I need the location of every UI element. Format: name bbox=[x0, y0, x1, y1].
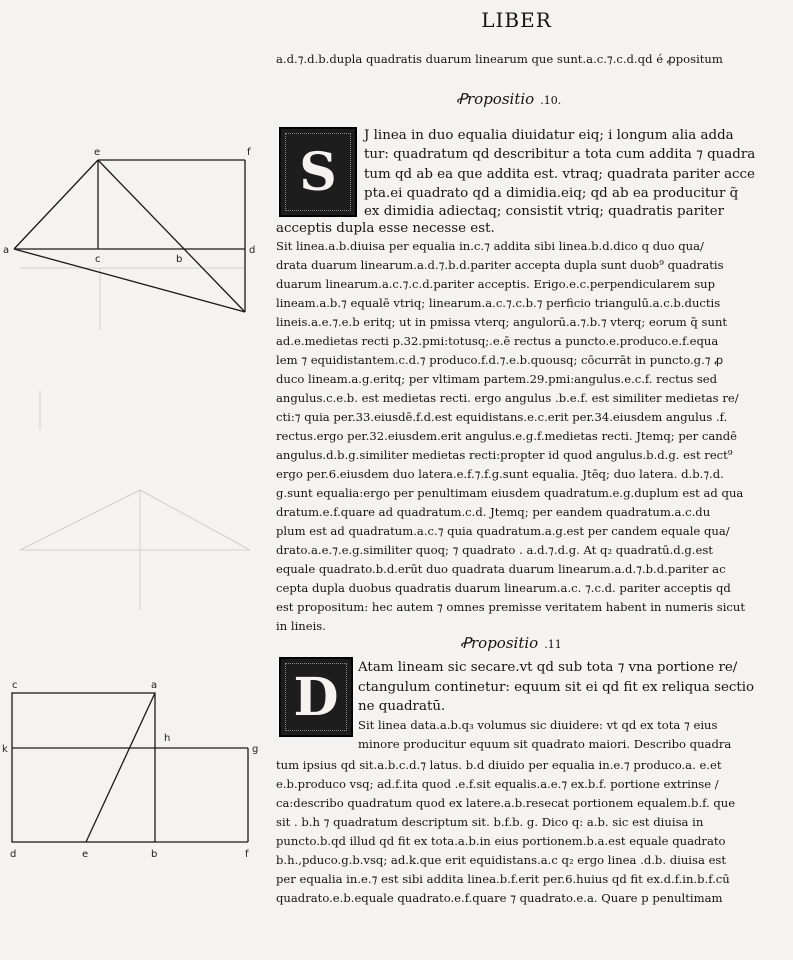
fig2-line-ea bbox=[86, 693, 155, 842]
prop10-line: drata duarum linearum.a.d.⁊.b.d.pariter accepta dupla sunt duob⁹ quadratis bbox=[276, 258, 724, 272]
fig1-label-e: e bbox=[94, 147, 101, 158]
fig2-label-e: e bbox=[82, 849, 89, 860]
fig1-line-ag bbox=[14, 249, 245, 312]
prop10-number: .10. bbox=[540, 94, 562, 107]
fig2-label-h: h bbox=[164, 733, 171, 744]
page-header: LIBER bbox=[481, 8, 552, 32]
prop11-line: tum ipsius qd sit.a.b.c.d.⁊ latus. b.d diuido per equalia in.e.⁊ produco.a. e.et bbox=[276, 758, 722, 772]
prop10-line: J linea in duo equalia diuidatur eiq; i longum alia adda bbox=[364, 128, 734, 143]
prop10-line: duarum linearum.a.c.⁊.c.d.pariter acceptis. Erigo.e.c.perpendicularem sup bbox=[276, 277, 716, 291]
prop11-line: e.b.produco vsq; ad.f.ita quod .e.f.sit equalis.a.e.⁊ ex.b.f. portione extrinse / bbox=[276, 777, 719, 791]
fig2-label-g: g bbox=[252, 744, 259, 755]
fig1-label-b: b bbox=[176, 254, 183, 265]
prop11-line: Sit linea data.a.b.q₃ volumus sic diuidere: vt qd ex tota ⁊ eius bbox=[358, 718, 718, 732]
prop10-line: dratum.e.f.quare ad quadratum.c.d. Jtemq; per eandem quadratum.a.c.du bbox=[276, 505, 711, 519]
prop10-line: pta.ei quadrato qd a dimidia.eiq; qd ab ea producitur q̃ bbox=[364, 186, 739, 201]
prop10-line: in lineis. bbox=[276, 619, 326, 633]
prop11-line: b.h.,pduco.g.b.vsq; ad.k.que erit equidistans.a.c q₂ ergo linea .d.b. diuisa est bbox=[276, 853, 727, 867]
fig2-label-c: c bbox=[12, 680, 18, 691]
prop10-line: acceptis dupla esse necesse est. bbox=[276, 221, 495, 236]
prop10-line: cti:⁊ quia per.33.eiusdē.f.d.est equidistans.e.c.erit per.34.eiusdem angulus .f. bbox=[276, 410, 728, 424]
prop10-line: ergo per.6.eiusdem duo latera.e.f.⁊.f.g.sunt equalia. Jtēq; duo latera. d.b.⁊.d. bbox=[276, 467, 724, 481]
prop11-line: quadrato.e.b.equale quadrato.e.f.quare ⁊ quadrato.e.a. Quare p penultimam bbox=[276, 891, 723, 905]
prop10-line: equale quadrato.b.d.erūt duo quadrata duarum linearum.a.d.⁊.b.d.pariter ac bbox=[276, 562, 726, 576]
prop11-number: .11 bbox=[544, 638, 562, 651]
prop11-title: Ꝓropositio bbox=[460, 634, 539, 652]
prop10-initial: S bbox=[279, 127, 357, 217]
fig1-label-d: d bbox=[249, 245, 256, 256]
fig2-label-b: b bbox=[151, 849, 158, 860]
prop10-line: Sit linea.a.b.diuisa per equalia in.c.⁊ addita sibi linea.b.d.dico q duo qua/ bbox=[276, 239, 704, 253]
prop10-line: ex dimidia adiectaq; consistit vtriq; quadratis pariter bbox=[364, 204, 724, 219]
prop10-line: cepta dupla duobus quadratis duarum linearum.a.c. ⁊.c.d. pariter acceptis qd bbox=[276, 581, 731, 595]
fig1-label-a: a bbox=[3, 245, 10, 256]
top-line: a.d.⁊.d.b.dupla quadratis duarum linearum que sunt.a.c.⁊.c.d.qd é ꝓpositum bbox=[276, 52, 723, 66]
prop11-line: puncto.b.qd illud qd fit ex tota.a.b.in eius portionem.b.a.est equale quadrato bbox=[276, 834, 726, 848]
fig2-label-a: a bbox=[151, 680, 158, 691]
prop11-heading bbox=[460, 634, 562, 652]
prop10-line: lem ⁊ equidistantem.c.d.⁊ produco.f.d.⁊.e.b.quousq; cōcurrāt in puncto.g.⁊ ꝓ bbox=[276, 353, 724, 367]
prop11-line: Atam lineam sic secare.vt qd sub tota ⁊ vna portione re/ bbox=[358, 660, 738, 675]
prop10-line: angulus.d.b.g.similiter medietas recti:propter id quod angulus.b.d.g. est rect⁹ bbox=[276, 448, 733, 462]
fig2-label-f: f bbox=[245, 849, 249, 860]
prop10-line: lineis.a.e.⁊.e.b eritq; ut in pmissa vterq; angulorū.a.⁊.b.⁊ vterq; eorum q̃ sunt bbox=[276, 315, 728, 329]
fig2-square-abcd bbox=[12, 693, 155, 842]
fig1-line-eg bbox=[98, 160, 245, 312]
prop11-line: sit . b.h ⁊ quadratum descriptum sit. b.f.b. g. Dico q: a.b. sic est diuisa in bbox=[276, 815, 704, 829]
prop10-heading bbox=[456, 90, 561, 108]
bleed-through bbox=[0, 330, 270, 630]
prop10-line: est propositum: hec autem ⁊ omnes premisse veritatem habent in numeris sicut bbox=[276, 600, 746, 614]
figure-prop10 bbox=[0, 140, 260, 330]
prop11-line: ca:describo quadratum quod ex latere.a.b.resecat portionem equalem.b.f. que bbox=[276, 796, 736, 810]
prop10-line: ad.e.medietas recti p.32.pmi:totusq;.e.ē rectus a puncto.e.produco.e.f.equa bbox=[276, 334, 719, 348]
prop10-line: lineam.a.b.⁊ equalē vtriq; linearum.a.c.⁊.c.b.⁊ perficio triangulū.a.c.b.ductis bbox=[276, 296, 721, 310]
fig2-label-k: k bbox=[2, 744, 8, 755]
fig1-line-ae bbox=[14, 160, 98, 249]
prop11-line: ctangulum continetur: equum sit ei qd fit ex reliqua sectio bbox=[358, 680, 755, 695]
prop10-line: plum est ad quadratum.a.c.⁊ quia quadratum.a.g.est per candem equale qua/ bbox=[276, 524, 730, 538]
prop10-line: tum qd ab ea que addita est. vtraq; quadrata pariter acce bbox=[364, 167, 755, 182]
prop10-line: rectus.ergo per.32.eiusdem.erit angulus.e.g.f.medietas recti. Jtemq; per candē bbox=[276, 429, 738, 443]
prop11-line: per equalia in.e.⁊ est sibi addita linea.b.f.erit per.6.huius qd fit ex.d.f.in.b.f.cū bbox=[276, 872, 730, 886]
prop11-line: ne quadratū. bbox=[358, 699, 446, 714]
prop10-title: Ꝓropositio bbox=[456, 90, 535, 108]
prop10-line: g.sunt equalia:ergo per penultimam eiusdem quadratum.e.g.duplum est ad qua bbox=[276, 486, 744, 500]
prop11-line: minore producitur equum sit quadrato maiori. Describo quadra bbox=[358, 737, 732, 751]
prop10-line: tur: quadratum qd describitur a tota cum addita ⁊ quadra bbox=[364, 147, 756, 162]
prop10-line: drato.a.e.⁊.e.g.similiter quoq; ⁊ quadrato . a.d.⁊.d.g. At q₂ quadratū.d.g.est bbox=[276, 543, 713, 557]
fig1-label-c: c bbox=[95, 254, 101, 265]
fig1-label-f: f bbox=[247, 147, 251, 158]
prop11-initial: D bbox=[279, 657, 353, 737]
prop10-line: duco lineam.a.g.eritq; per vltimam partem.29.pmi:angulus.e.c.f. rectus sed bbox=[276, 372, 718, 386]
figure-prop11 bbox=[0, 670, 265, 860]
prop10-line: angulus.c.e.b. est medietas recti. ergo angulus .b.e.f. est similiter medietas re/ bbox=[276, 391, 739, 405]
fig2-label-d: d bbox=[10, 849, 17, 860]
